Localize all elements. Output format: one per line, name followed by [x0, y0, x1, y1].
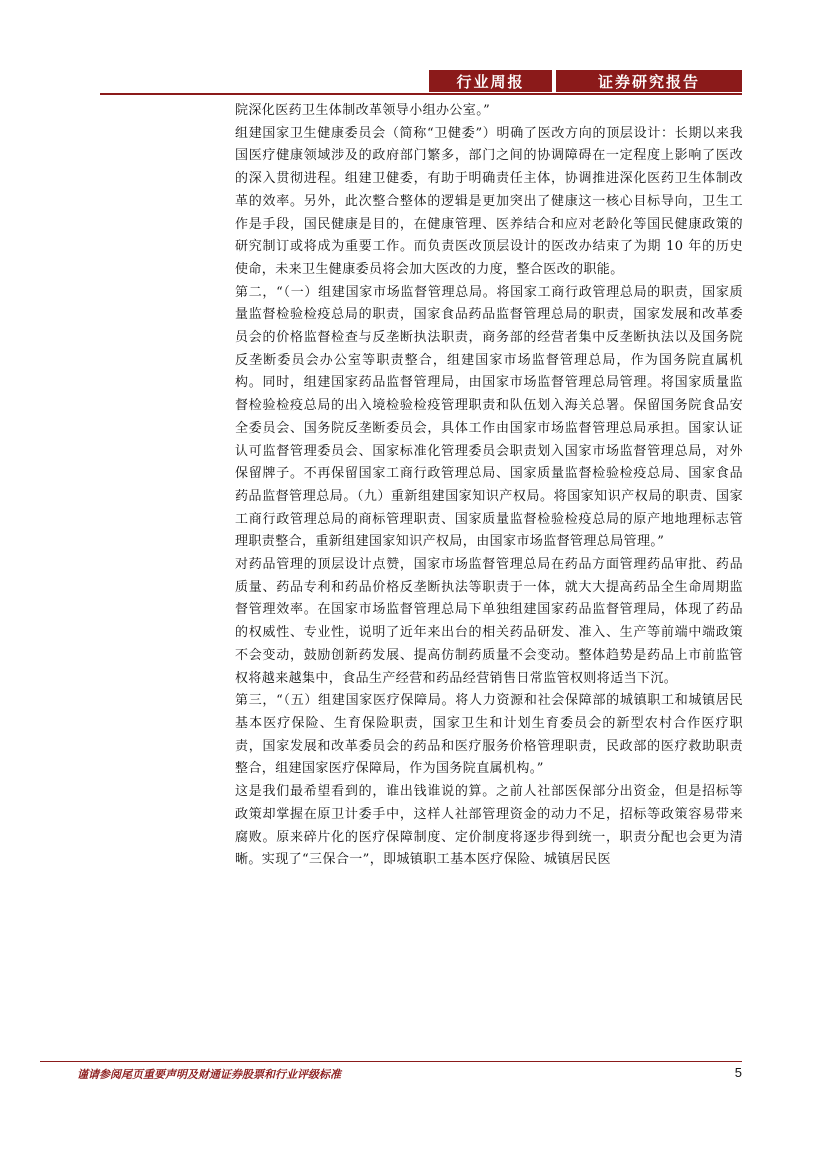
report-header [429, 70, 742, 92]
header-rule [100, 93, 742, 95]
footer-disclaimer: 谨请参阅尾页重要声明及财通证券股票和行业评级标准 [77, 1068, 341, 1081]
footer-rule [40, 1061, 742, 1062]
paragraph-6: 这是我们最希望看到的，谁出钱谁说的算。之前人社部医保部分出资金，但是招标等政策却掌握在原卫计委手中，这样人社部管理资金的动力不足，招标等政策容易带来腐败。原来碎片化的医疗保障制度、定价制度将逐步得到统一，职责分配也会更为清晰。实现了“三保合一”，即城镇职工基本医疗保险、城镇居民医 [235, 784, 743, 868]
paragraph-3: 第二，“（一）组建国家市场监督管理总局。将国家工商行政管理总局的职责，国家质量监督检验检疫总局的职责，国家食品药品监督管理总局的职责，国家发展和改革委员会的价格监督检查与反垄断执法职责，商务部的经营者集中反垄断执法以及国务院反垄断委员会办公室等职责整合，组建国家市场监督管理总局，作为国务院直属机构。同时，组建国家药品监督管理局，由国家市场监督管理总局管理。将国家质量监督检验检疫总局的出入境检验检疫管理职责和队伍划入海关总署。保留国务院食品安全委员会、国务院反垄断委员会，具体工作由国家市场监督管理总局承担。国家认证认可监督管理委员会、国家标准化管理委员会职责划入国家市场监督管理总局，对外保留牌子。不再保留国家工商行政管理总局、国家质量监督检验检疫总局、国家食品药品监督管理总局。（九）重新组建国家知识产权局。将国家知识产权局的职责、国家工商行政管理总局的商标管理职责、国家质量监督检验检疫总局的原产地地理标志管理职责整合，重新组建国家知识产权局，由国家市场监督管理总局管理。” [235, 284, 743, 550]
paragraph-4: 对药品管理的顶层设计点赞，国家市场监督管理总局在药品方面管理药品审批、药品质量、药品专利和药品价格反垄断执法等职责于一体，就大大提高药品全生命周期监督管理效率。在国家市场监督管理总局下单独组建国家药品监督管理局，体现了药品的权威性、专业性，说明了近年来出台的相关药品研发、准入、生产等前端中端政策不会变动，鼓励创新药发展、提高仿制药质量不会变动。整体趋势是药品上市前监管权将越来越集中，食品生产经营和药品经营销售日常监管权则将适当下沉。 [235, 557, 743, 686]
document-body [235, 100, 743, 872]
header-label-research: 证券研究报告 [556, 70, 742, 92]
page-number: 5 [734, 1065, 742, 1080]
paragraph-1: 院深化医药卫生体制改革领导小组办公室。” [235, 103, 491, 118]
header-label-weekly: 行业周报 [429, 70, 552, 92]
paragraph-5: 第三，“（五）组建国家医疗保障局。将人力资源和社会保障部的城镇职工和城镇居民基本医疗保险、生育保险职责，国家卫生和计划生育委员会的新型农村合作医疗职责，国家发展和改革委员会的药品和医疗服务价格管理职责，民政部的医疗救助职责整合，组建国家医疗保障局，作为国务院直属机构。” [235, 693, 743, 777]
paragraph-2: 组建国家卫生健康委员会（简称“卫健委”）明确了医改方向的顶层设计：长期以来我国医疗健康领域涉及的政府部门繁多，部门之间的协调障碍在一定程度上影响了医改的深入贯彻进程。组建卫健委，有助于明确责任主体，协调推进深化医药卫生体制改革的效率。另外，此次整合整体的逻辑是更加突出了健康这一核心目标导向，卫生工作是手段，国民健康是目的，在健康管理、医养结合和应对老龄化等国民健康政策的研究制订或将成为重要工作。而负责医改顶层设计的医改办结束了为期 10 年的历史使命，未来卫生健康委员将会加大医改的力度，整合医改的职能。 [235, 125, 743, 277]
